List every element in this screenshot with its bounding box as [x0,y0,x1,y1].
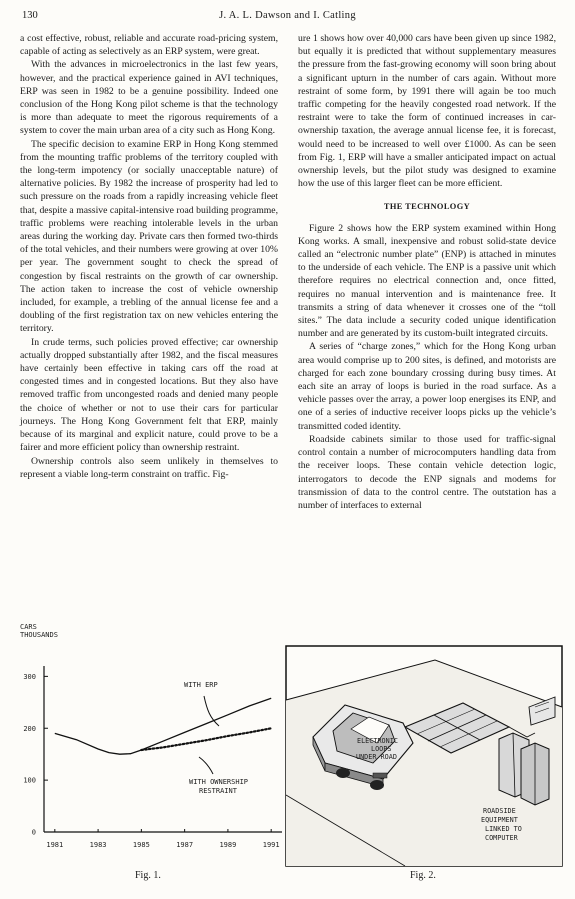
x-tick-label: 1981 [46,841,64,849]
paragraph: ure 1 shows how over 40,000 cars have been given up since 1982, but equally it is predicted that without supplementary measures the pressure from the fast-growing economy will soon bring about a significant upturn in the number of cars again. Without more restraint of some form, by 1991 there will again be too much traffic competing for the heavily congested road network. If the restraint were to take the form of continued increases in car-ownership taxation, the average annual license fee, it is forecast, would need to be increased to well over £1000. As can be seen from Fig. 1, ERP will have a smaller anticipated impact on actual ownership levels, but the pilot study was designed to examine how the use of this larger fleet can be more efficient. [298,33,556,190]
annotation-with-ownership: WITH OWNERSHIP [189,778,249,786]
label-roadside-equipment: LINKED TO [485,825,522,833]
x-tick-label: 1987 [176,841,194,849]
annotation-with-erp: WITH ERP [184,681,218,689]
y-axis-label: CARS [20,623,37,631]
y-axis-label: THOUSANDS [20,631,58,639]
page-number: 130 [22,10,38,21]
paragraph: With the advances in microelectronics in the last few years, however, and the practical experience gained in AVI techniques, ERP was seen in 1982 to be a genuine possibility. Indeed one conclusion of the Hong Kong pilot scheme is that the technology is more than adequate to meet the rigorous requirements of a system to cover the main urban area of a city such as Hong Kong. [20,59,278,137]
y-tick-label: 0 [31,828,36,837]
figure-2-caption: Fig. 2. [410,870,436,881]
x-tick-label: 1989 [219,841,237,849]
label-roadside-equipment: ROADSIDE [483,807,516,815]
label-roadside-equipment: EQUIPMENT [481,816,518,824]
left-column [20,32,278,614]
y-tick-label: 200 [23,724,36,733]
series-line-ownership-restraint [141,728,271,750]
paragraph: a cost effective, robust, reliable and accurate road-pricing system, capable of acting as selectively as an ERP system, were great. [20,33,278,58]
label-roadside-equipment: COMPUTER [485,834,518,842]
section-heading: THE TECHNOLOGY [383,202,471,212]
paragraph: Ownership controls also seem unlikely in themselves to represent a viable long-term constraint on traffic. Fig- [20,455,278,480]
figure-2-illustration [285,645,563,867]
x-tick-label: 1985 [132,841,150,849]
y-tick-label: 300 [23,672,36,681]
x-tick-label: 1991 [262,841,280,849]
paragraph: The specific decision to examine ERP in Hong Kong stemmed from the mounting traffic problems of the territory coupled with the long-term impotency (or socially unacceptable nature) of alternative policies. By 1982 the increase of prosperity had led to such pressure on the roads from a rapidly increasing vehicle fleet that, despite a massive capital-intensive road building programme, traffic problems were reaching intolerable levels in the urban areas during the working day. Private cars then formed two-thirds of the total vehicles, and their numbers were growing at over 10% per year. The government sought to check the spread of congestion by fiscal restraints on the growth of car ownership. The action taken to increase the cost of vehicle ownership included, for example, a trebling of the annual license fee and a doubling of the first registration tax on new vehicles entering the territory. [20,138,278,335]
figure-1-caption: Fig. 1. [135,870,161,881]
annotation-restraint: RESTRAINT [199,787,237,795]
y-tick-label: 100 [23,776,36,785]
running-head-authors: J. A. L. Dawson and I. Catling [219,10,356,21]
paragraph: A series of “charge zones,” which for the Hong Kong urban area would comprise up to 200 sites, is defined, and motorists are charged for each zone boundary crossing during busy times. At each site an array of loops is buried in the road surface. As a vehicle passes over the array, a power loop energises its ENP, and one of a series of inductive receiver loops picks up the vehicle’s transmitted coded identity. [298,341,556,432]
label-electronic-loops: UNDER ROAD [356,753,397,761]
right-column [298,32,556,616]
label-electronic-loops: ELECTRONIC [357,737,398,745]
page-header [22,10,553,26]
x-tick-label: 1983 [89,841,107,849]
label-electronic-loops: LOOPS [371,745,392,753]
paragraph: Figure 2 shows how the ERP system examined within Hong Kong works. A small, inexpensive and robust solid-state device called an “electronic number plate” (ENP) is attached in minutes to the underside of each vehicle. The ENP is a passive unit which therefore requires no electrical connection and, once fitted, requires no manual intervention and is maintenance free. It transmits a string of data whenever it crosses one of the “toll sites.” The data include a security coded unique identification number and are generated by its custom-built integrated circuits. [298,222,556,340]
paragraph: In crude terms, such policies proved effective; car ownership actually dropped substantially after 1982, and the fiscal measures have certainly been effective in taking cars off the road at congested times and in congested locations. But they also have removed traffic from uncongested roads and denied many people the choice of whether or not to use their cars for particular journeys. The Hong Kong Government felt that ERP, mainly because of its marginal and explicit nature, could prove to be a fairer and more efficient policy than ownership restraint. [20,336,278,454]
figure-1-chart [0,618,290,868]
paragraph: Roadside cabinets similar to those used for traffic-signal control contain a number of microcomputers handling data from the receiver loops. These contain vehicle detection logic, interrogators to decode the ENP signals and modems for transmission of data to the control centre. The outstation has a number of interfaces to external [298,433,556,511]
series-line-with-erp [55,698,271,754]
annotation-arrow [199,757,213,774]
